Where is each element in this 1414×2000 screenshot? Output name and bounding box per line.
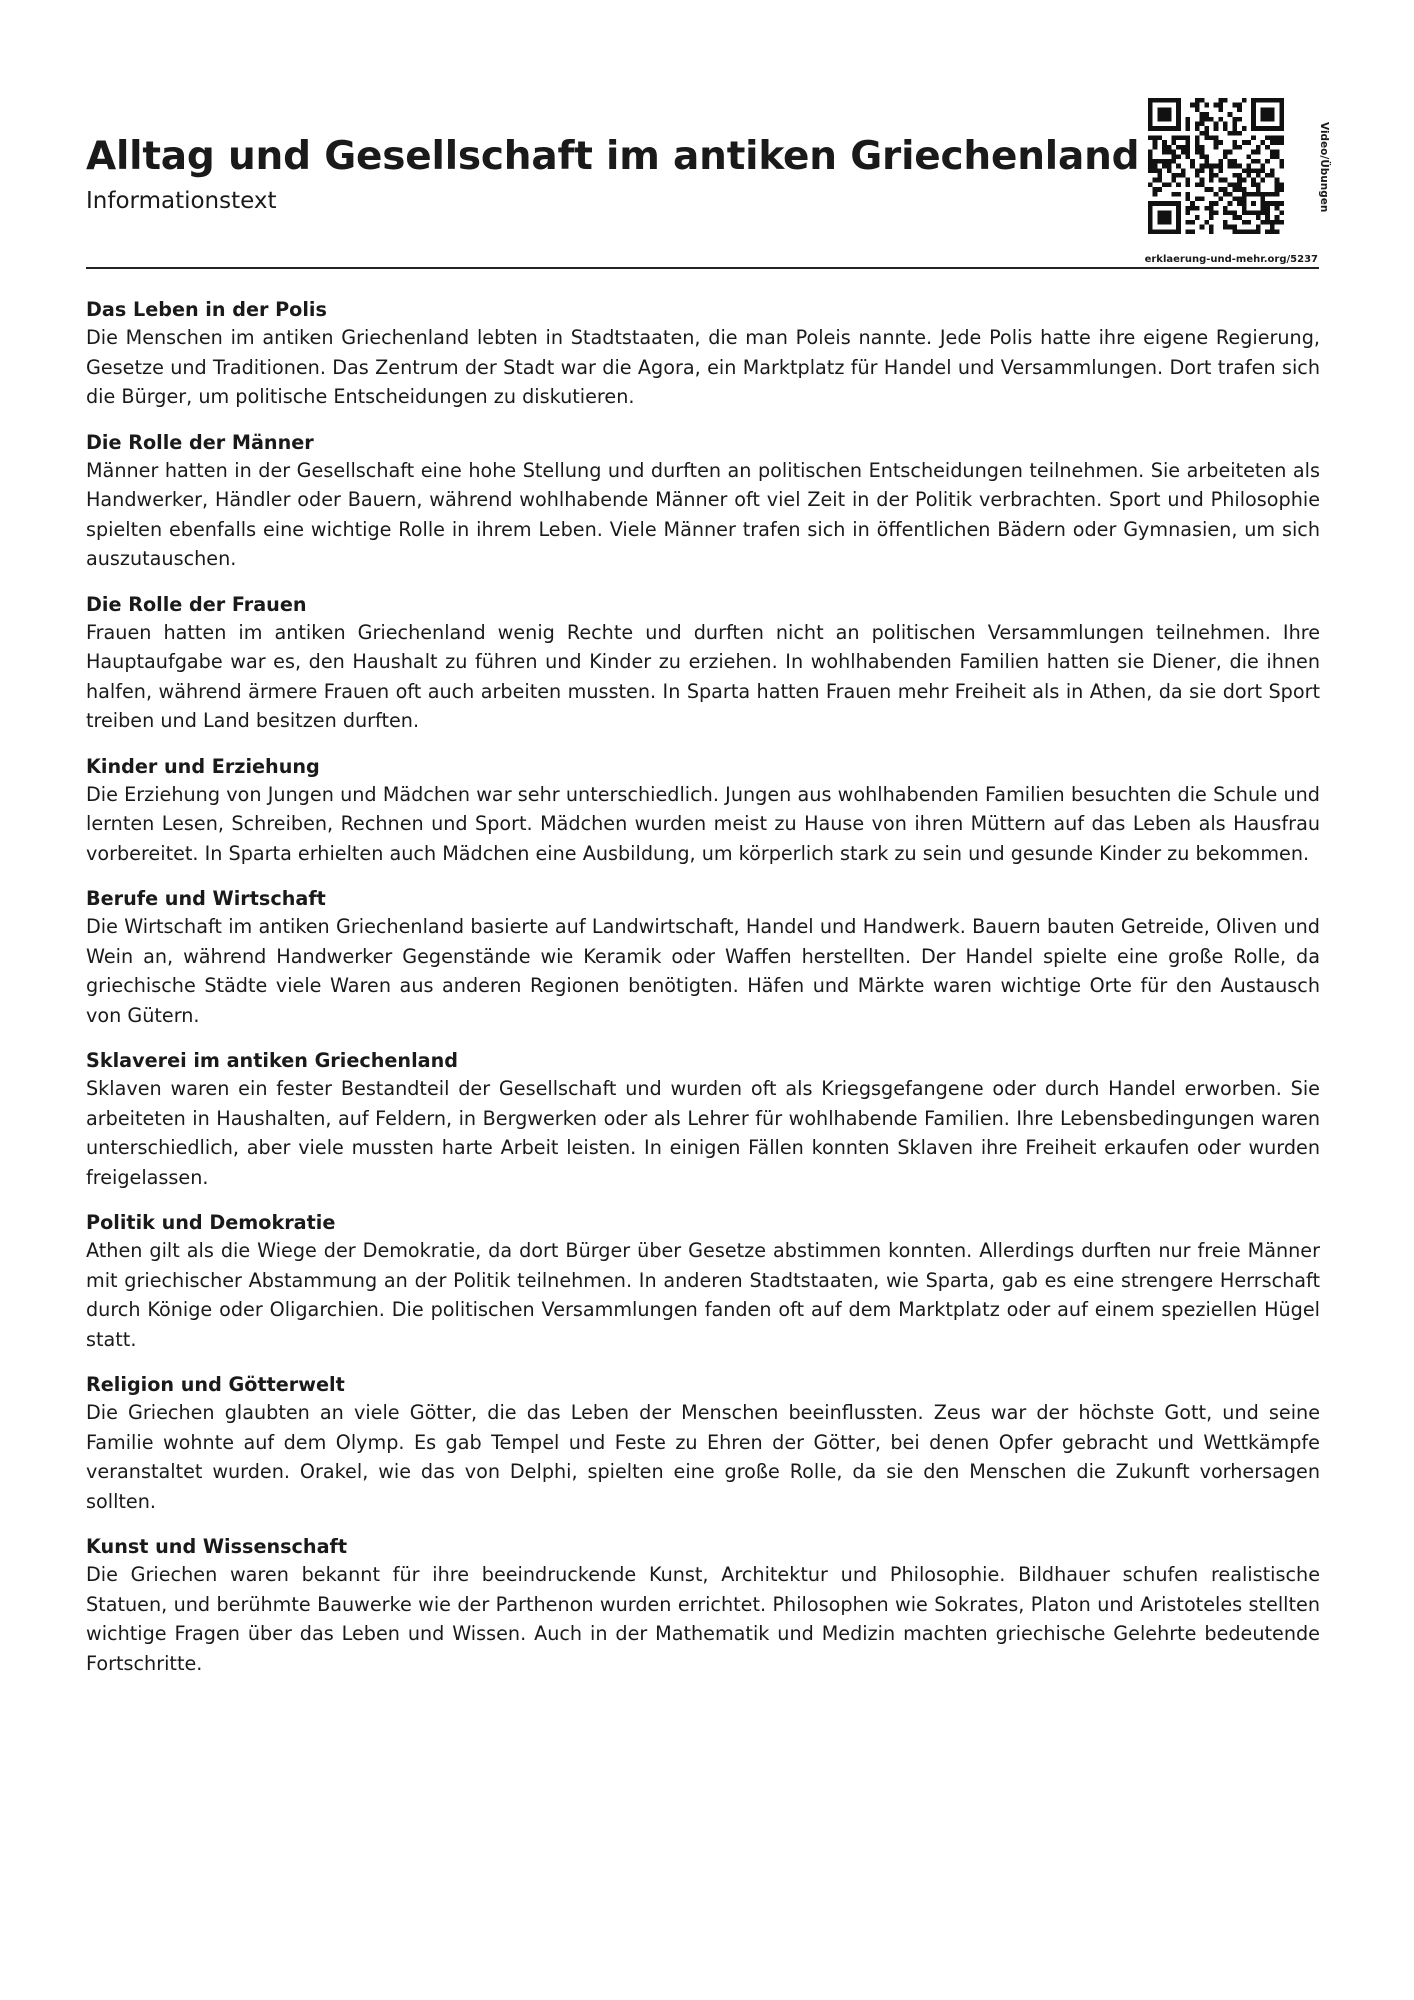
section-religion	[86, 1371, 1320, 1516]
section-text: Sklaven waren ein fester Bestandteil der Gesellschaft und wurden oft als Kriegsgefangene oder durch Handel erworben. Sie arbeiteten in Haushalten, auf Feldern, in Bergwerken oder als Lehrer für wohlhabende Familien. Ihre Lebensbedingungen waren unterschiedlich, aber viele mussten harte Arbeit leisten. In einigen Fällen konnten Sklaven ihre Freiheit erkaufen oder wurden freigelassen.	[86, 1077, 1320, 1189]
section-text: Die Griechen waren bekannt für ihre beeindruckende Kunst, Architektur und Philosophie. Bildhauer schufen realistische Statuen, und berühmte Bauwerke wie der Parthenon wurden errichtet. Philosophen wie Sokrates, Platon und Aristoteles stellten wichtige Fragen über das Leben und Wissen. Auch in der Mathematik und Medizin machten griechische Gelehrte bedeutende Fortschritte.	[86, 1563, 1320, 1675]
section-heading: Sklaverei im antiken Griechenland	[86, 1049, 458, 1072]
section-sklaverei	[86, 1047, 1320, 1192]
section-berufe	[86, 885, 1320, 1030]
section-maenner	[86, 429, 1320, 574]
section-polis	[86, 296, 1320, 412]
section-text: Die Wirtschaft im antiken Griechenland basierte auf Landwirtschaft, Handel und Handwerk. Bauern bauten Getreide, Oliven und Wein an, während Handwerker Gegenstände wie Keramik oder Waffen herstellten. Der Handel spielte eine große Rolle, da griechische Städte viele Waren aus anderen Regionen benötigten. Häfen und Märkte waren wichtige Orte für den Austausch von Gütern.	[86, 915, 1320, 1027]
page-title: Alltag und Gesellschaft im antiken Griechenland	[86, 134, 1140, 179]
qr-code-icon[interactable]	[1148, 98, 1284, 234]
section-heading: Kunst und Wissenschaft	[86, 1535, 348, 1558]
video-exercises-label: Video/Übungen	[1318, 122, 1330, 213]
section-kunst	[86, 1533, 1320, 1678]
header-divider	[86, 267, 1319, 269]
section-heading: Das Leben in der Polis	[86, 298, 327, 321]
section-frauen	[86, 591, 1320, 736]
section-heading: Die Rolle der Frauen	[86, 592, 307, 616]
section-kinder	[86, 753, 1320, 869]
section-heading: Berufe und Wirtschaft	[86, 887, 326, 910]
section-text: Athen gilt als die Wiege der Demokratie, da dort Bürger über Gesetze abstimmen konnten. Allerdings durften nur freie Männer mit griechischer Abstammung an der Politik teilnehmen. In anderen Stadtstaaten, wie Sparta, gab es eine strengere Herrschaft durch Könige oder Oligarchien. Die politischen Versammlungen fanden oft auf dem Marktplatz oder auf einem speziellen Hügel statt.	[86, 1239, 1320, 1351]
section-heading: Kinder und Erziehung	[86, 754, 320, 778]
text-body	[86, 296, 1320, 1695]
section-text: Frauen hatten im antiken Griechenland wenig Rechte und durften nicht an politischen Versammlungen teilnehmen. Ihre Hauptaufgabe war es, den Haushalt zu führen und Kinder zu erziehen. In wohlhabenden Familien hatten sie Diener, die ihnen halfen, während ärmere Frauen oft auch arbeiten mussten. In Sparta hatten Frauen mehr Freiheit als in Athen, da sie dort Sport treiben und Land besitzen durften.	[86, 620, 1320, 732]
section-heading: Die Rolle der Männer	[86, 430, 314, 454]
section-heading: Religion und Götterwelt	[86, 1373, 345, 1396]
qr-code-graphic	[1148, 98, 1284, 234]
section-text: Männer hatten in der Gesellschaft eine hohe Stellung und durften an politischen Entscheidungen teilnehmen. Sie arbeiteten als Handwerker, Händler oder Bauern, während wohlhabende Männer oft viel Zeit in der Politik verbrachten. Sport und Philosophie spielten ebenfalls eine wichtige Rolle in ihrem Leben. Viele Männer trafen sich in öffentlichen Bädern oder Gymnasien, um sich auszutauschen.	[86, 458, 1320, 570]
section-text: Die Menschen im antiken Griechenland lebten in Stadtstaaten, die man Poleis nannte. Jede Polis hatte ihre eigene Regierung, Gesetze und Traditionen. Das Zentrum der Stadt war die Agora, ein Marktplatz für Handel und Versammlungen. Dort trafen sich die Bürger, um politische Entscheidungen zu diskutieren.	[86, 326, 1320, 408]
section-text: Die Erziehung von Jungen und Mädchen war sehr unterschiedlich. Jungen aus wohlhabenden Familien besuchten die Schule und lernten Lesen, Schreiben, Rechnen und Sport. Mädchen wurden meist zu Hause von ihren Müttern auf das Leben als Hausfrau vorbereitet. In Sparta erhielten auch Mädchen eine Ausbildung, um körperlich stark zu sein und gesunde Kinder zu bekommen.	[86, 782, 1320, 865]
qr-url[interactable]: erklaerung-und-mehr.org/5237	[1144, 254, 1318, 265]
page-subtitle: Informationstext	[86, 188, 277, 214]
section-text: Die Griechen glaubten an viele Götter, die das Leben der Menschen beeinflussten. Zeus war der höchste Gott, und seine Familie wohnte auf dem Olymp. Es gab Tempel und Feste zu Ehren der Götter, bei denen Opfer gebracht und Wettkämpfe veranstaltet wurden. Orakel, wie das von Delphi, spielten eine große Rolle, da sie den Menschen die Zukunft vorhersagen sollten.	[86, 1401, 1320, 1513]
section-heading: Politik und Demokratie	[86, 1211, 336, 1234]
section-politik	[86, 1209, 1320, 1354]
